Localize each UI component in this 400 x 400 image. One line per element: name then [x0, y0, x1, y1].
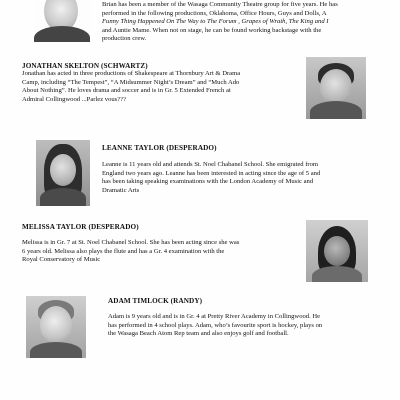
jonathan-name: JONATHAN SKELTON (SCHWARTZ): [22, 62, 148, 70]
bio-line: Brian has been a member of the Wasaga Community Theatre group for five years. He has: [102, 1, 338, 8]
bio-line: About Nothing”. He loves drama and soccer and is in Gr. 5 Extended French at: [22, 87, 231, 95]
bio-line: has performed in 4 school plays. Adam, who’s favourite sport is hockey, plays on: [108, 321, 323, 329]
bio-line: Admiral Collingwood ...Parlez vous???: [22, 95, 127, 103]
bio-line: Funny Thing Happened On The Way to The Forum , Grapes of Wrath, The King and I: [102, 18, 329, 26]
bio-line: Royal Conservatory of Music: [22, 256, 101, 264]
melissa-bio: [22, 239, 298, 265]
brian-bio: [102, 1, 392, 44]
bio-line: Dramatic Arts: [102, 186, 140, 194]
leanne-bio: [102, 161, 392, 195]
bio-line: Adam is 9 years old and is in Gr. 4 at Pretty River Academy in Collingwood. He: [108, 313, 321, 320]
adam-photo: [26, 296, 86, 358]
bio-line: 6 years old. Melissa also plays the flute and has a Gr. 4 examination with the: [22, 247, 225, 255]
bio-line: Camp, including “The Tempest”, “A Midsummer Night’s Dream” and “Much Ado: [22, 78, 240, 86]
bio-line: Jonathan has acted in three productions of Shakespeare at Thornbury Art & Drama: [22, 70, 241, 77]
jonathan-photo: [306, 57, 366, 119]
adam-bio: [108, 313, 394, 339]
bio-line: performed in the following productions, Oklahoma, Office Hours, Guys and Dolls, A: [102, 9, 327, 17]
bio-line: England two years ago. Leanne has been interested in acting since the age of 5 and: [102, 169, 321, 177]
jonathan-bio: [22, 70, 298, 104]
leanne-name: LEANNE TAYLOR (DESPERADO): [102, 144, 217, 152]
bio-line: and Auntie Mame. When not on stage, he can be found working backstage with the: [102, 26, 322, 34]
brian-photo: [34, 0, 90, 42]
bio-line: Leanne is 11 years old and attends St. Noel Chabanel School. She emigrated from: [102, 161, 319, 168]
bio-line: the Wasaga Beach Atom Rep team and also enjoys golf and football.: [108, 330, 289, 338]
bio-line: Melissa is in Gr. 7 at St. Noel Chabanel School. She has been acting since she was: [22, 239, 240, 246]
melissa-photo: [306, 220, 368, 282]
melissa-name: MELISSA TAYLOR (DESPERADO): [22, 223, 139, 231]
leanne-photo: [36, 140, 90, 206]
adam-name: ADAM TIMLOCK (RANDY): [108, 297, 203, 305]
bio-line: has been taking speaking examinations with the London Academy of Music and: [102, 178, 314, 186]
bio-line: production crew.: [102, 35, 147, 43]
